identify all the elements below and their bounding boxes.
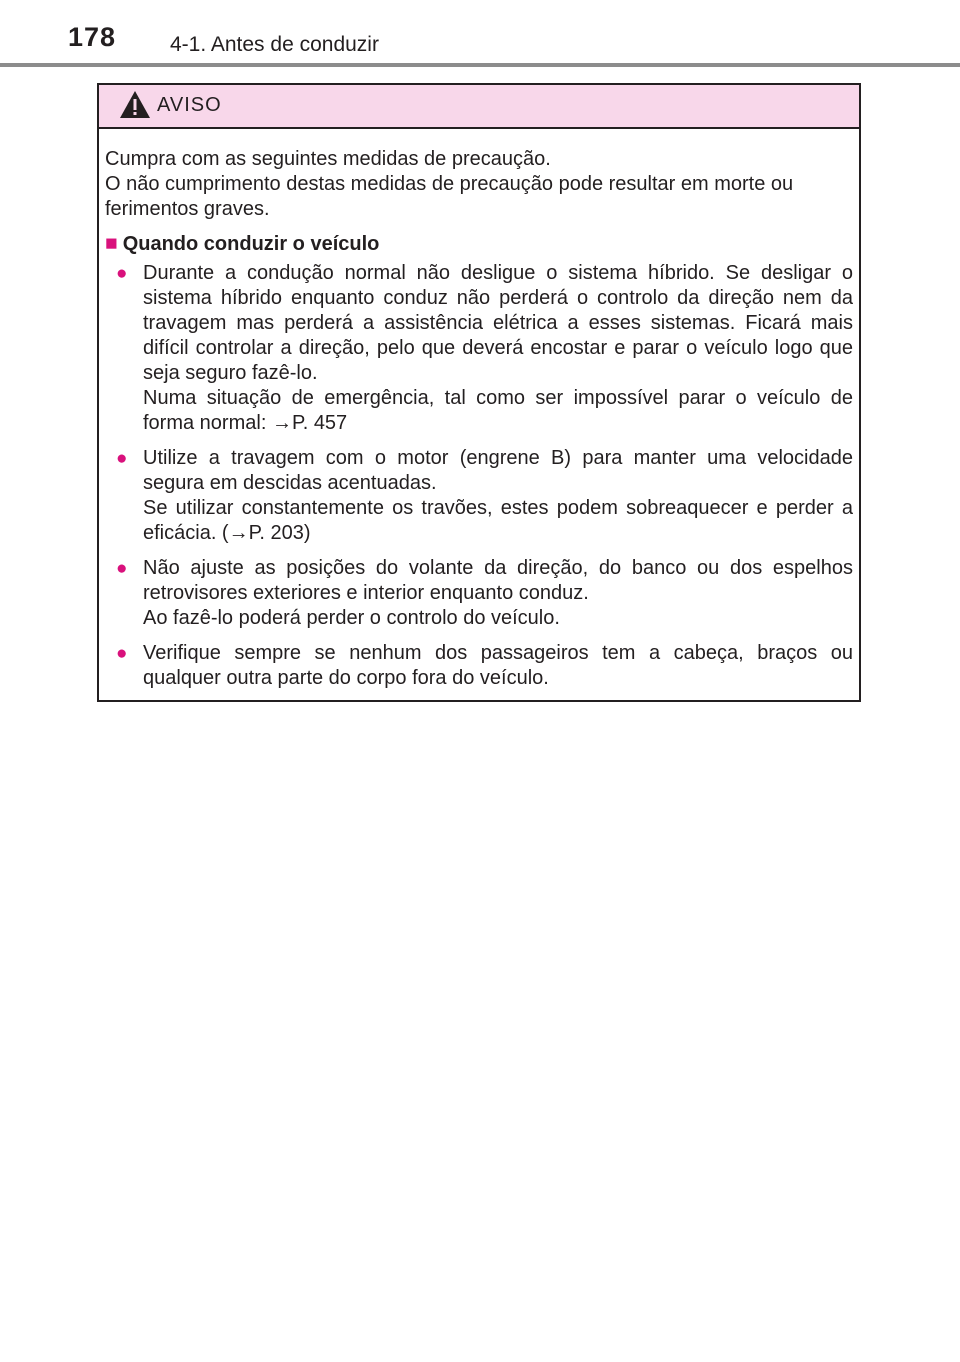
warning-box xyxy=(97,83,861,702)
intro-line-1: Cumpra com as seguintes medidas de precaução. xyxy=(105,148,551,170)
item-text: Numa situação de emergência, tal como ser impossível parar o veículo de forma normal: xyxy=(143,387,853,434)
item-paragraph: Utilize a travagem com o motor (engrene B) para manter uma velocidade segura em descidas acentuadas. xyxy=(143,447,853,494)
item-paragraph xyxy=(143,386,853,436)
warning-triangle-icon xyxy=(119,90,151,119)
header-rule xyxy=(0,63,960,67)
warning-intro xyxy=(105,147,853,222)
item-paragraph xyxy=(143,496,853,546)
warning-title: AVISO xyxy=(157,94,222,116)
square-bullet-icon: ■ xyxy=(105,232,118,255)
list-item xyxy=(105,556,853,631)
warning-header xyxy=(99,85,859,129)
circle-bullet-icon: ● xyxy=(116,263,128,284)
page-reference: →P. 203) xyxy=(228,522,311,544)
subheading xyxy=(105,231,853,257)
warning-body xyxy=(99,129,859,691)
page-number: 178 xyxy=(68,22,117,52)
page-header xyxy=(0,0,960,70)
list-item xyxy=(105,261,853,436)
circle-bullet-icon: ● xyxy=(116,448,128,469)
page-reference: →P. 457 xyxy=(271,412,348,434)
item-paragraph: Verifique sempre se nenhum dos passageiros tem a cabeça, braços ou qualquer outra parte do corpo fora do veículo. xyxy=(143,642,853,689)
list-item xyxy=(105,446,853,546)
item-paragraph: Durante a condução normal não desligue o sistema híbrido. Se desligar o sistema híbrido enquanto conduz não perderá o controlo da direção nem da travagem mas perderá a assistência elétrica a esses sistemas. Ficará mais difícil controlar a direção, pelo que deverá encostar e parar o veículo logo que seja seguro fazê-lo. xyxy=(143,262,853,384)
circle-bullet-icon: ● xyxy=(116,643,128,664)
subheading-text: Quando conduzir o veículo xyxy=(122,233,380,255)
precaution-list xyxy=(105,261,853,691)
section-title: 4-1. Antes de conduzir xyxy=(170,33,379,56)
list-item xyxy=(105,641,853,691)
circle-bullet-icon: ● xyxy=(116,558,128,579)
item-text: Se utilizar constantemente os travões, estes podem sobreaquecer e perder a eficácia. ( xyxy=(143,497,853,544)
item-paragraph: Ao fazê-lo poderá perder o controlo do veículo. xyxy=(143,607,560,629)
intro-line-2: O não cumprimento destas medidas de precaução pode resultar em morte ou ferimentos graves. xyxy=(105,173,794,220)
item-paragraph: Não ajuste as posições do volante da direção, do banco ou dos espelhos retrovisores exteriores e interior enquanto conduz. xyxy=(143,557,853,604)
